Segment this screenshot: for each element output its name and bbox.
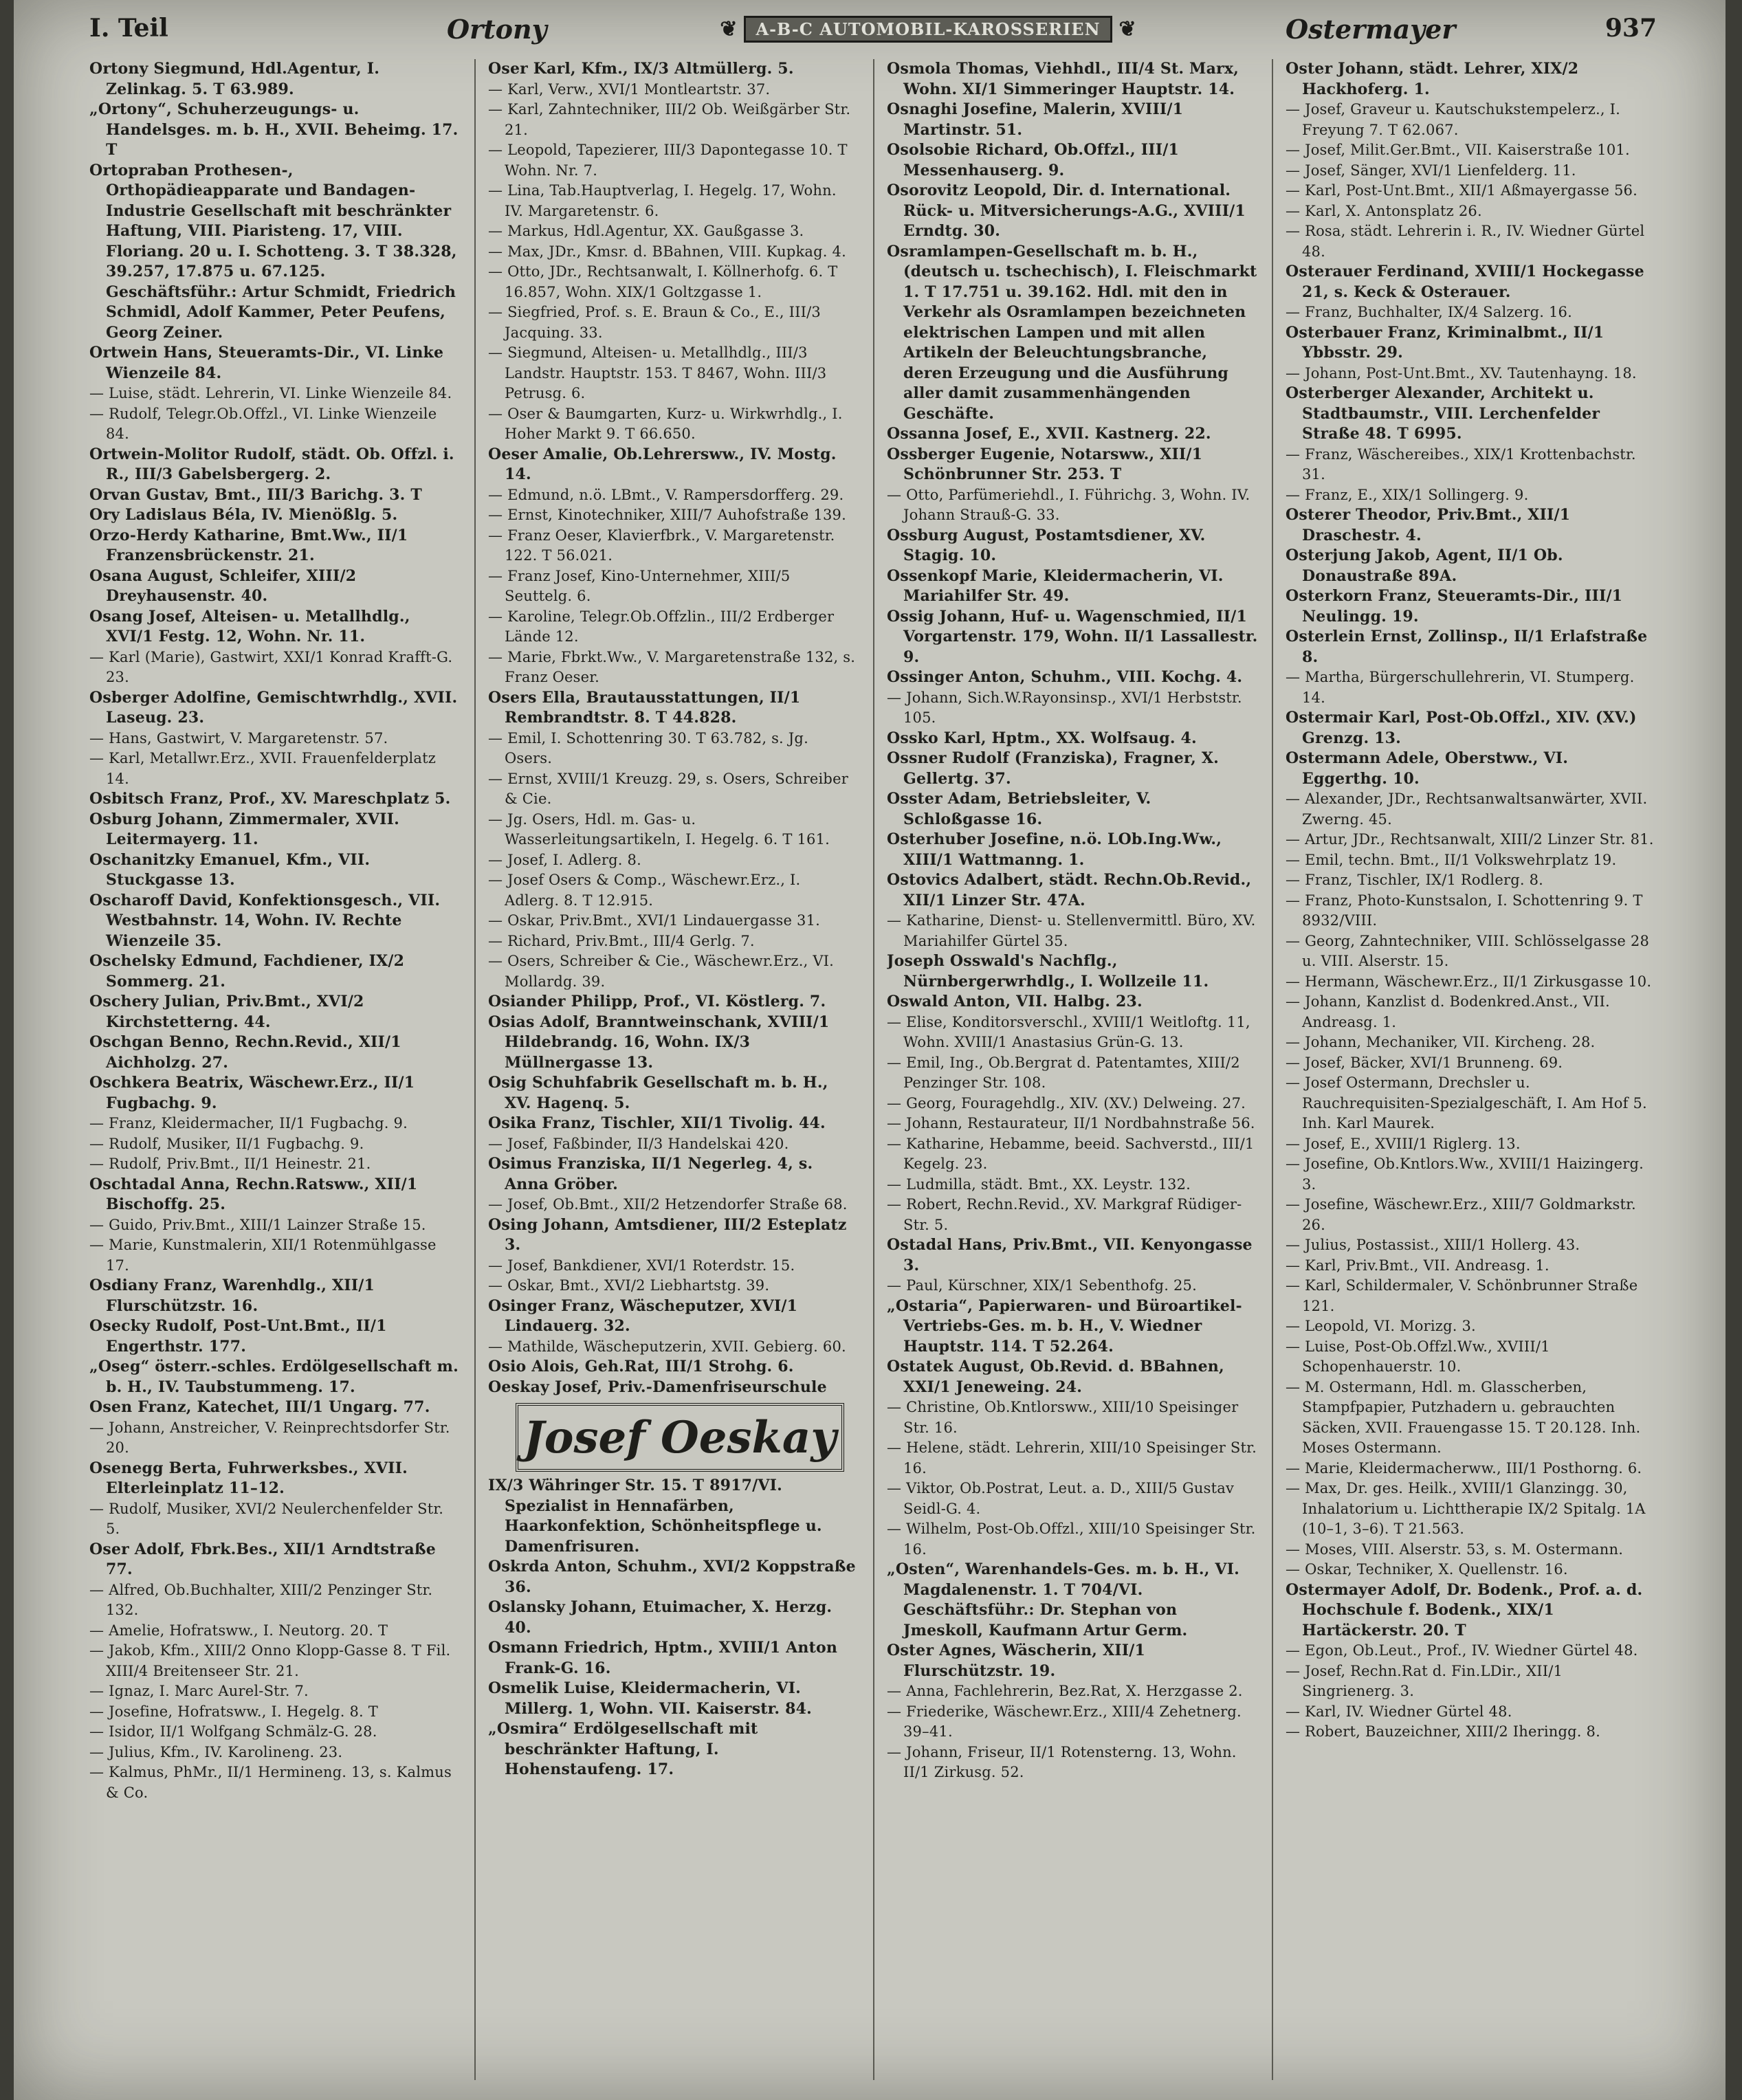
- directory-entry: Osterauer Ferdinand, XVIII/1 Hockegasse 21, s. Keck & Osterauer.: [1286, 263, 1644, 301]
- directory-entry: Oschanitzky Emanuel, Kfm., VII. Stuckgasse 13.: [89, 850, 371, 889]
- directory-entry: — Paul, Kürschner, XIX/1 Sebenthofg. 25.: [887, 1277, 1197, 1294]
- directory-entry: Ossenkopf Marie, Kleidermacherin, VI. Mariahilfer Str. 49.: [887, 566, 1224, 605]
- directory-entry: Osika Franz, Tischler, XII/1 Tivolig. 44.: [488, 1114, 826, 1132]
- directory-entry: — Moses, VIII. Alserstr. 53, s. M. Ostermann.: [1286, 1540, 1624, 1558]
- directory-entry: — Johann, Sich.W.Rayonsinsp., XVI/1 Herbststr. 105.: [887, 689, 1242, 726]
- directory-entry: — Alfred, Ob.Buchhalter, XIII/2 Penzinger Str. 132.: [89, 1581, 433, 1618]
- directory-entry: — Lina, Tab.Hauptverlag, I. Hegelg. 17, Wohn. IV. Margaretenstr. 6.: [488, 182, 837, 219]
- directory-entry: Joseph Osswald's Nachflg., Nürnbergerwrhdlg., I. Wollzeile 11.: [887, 952, 1209, 991]
- directory-entry: — Elise, Konditorsverschl., XVIII/1 Weitloftg. 11, Wohn. XVIII/1 Anastasius Grün-G. 13.: [887, 1013, 1250, 1050]
- directory-entry: „Ortony“, Schuherzeugungs- u. Handelsges. m. b. H., XVII. Beheimg. 17. T: [89, 100, 459, 159]
- directory-entry: — Robert, Bauzeichner, XIII/2 Iheringg. 8.: [1286, 1723, 1600, 1740]
- directory-entry: — Katharine, Hebamme, beeid. Sachverstd., III/1 Kegelg. 23.: [887, 1135, 1255, 1172]
- directory-entry: Osmelik Luise, Kleidermacherin, VI. Millerg. 1, Wohn. VII. Kaiserstr. 84.: [488, 1679, 813, 1718]
- directory-entry: Osterlein Ernst, Zollinsp., II/1 Erlafstraße 8.: [1286, 628, 1648, 666]
- directory-entry: Ossberger Eugenie, Notarsww., XII/1 Schönbrunner Str. 253. T: [887, 445, 1203, 483]
- page-number: 937: [1605, 14, 1657, 43]
- directory-entry: — Ignaz, I. Marc Aurel-Str. 7.: [89, 1683, 309, 1699]
- directory-entry: — Julius, Postassist., XIII/1 Hollerg. 43.: [1286, 1237, 1580, 1253]
- directory-entry: Ortwein Hans, Steueramts-Dir., VI. Linke Wienzeile 84.: [89, 344, 444, 382]
- directory-entry: Ostovics Adalbert, städt. Rechn.Ob.Revid., XII/1 Linzer Str. 47A.: [887, 871, 1252, 909]
- directory-entry: — Wilhelm, Post-Ob.Offzl., XIII/10 Speisinger Str. 16.: [887, 1521, 1256, 1558]
- directory-entry: Osmola Thomas, Viehhdl., III/4 St. Marx, Wohn. XI/1 Simmeringer Hauptstr. 14.: [887, 60, 1239, 98]
- column-1: [89, 59, 461, 2080]
- directory-entry: Osterbauer Franz, Kriminalbmt., II/1 Ybbsstr. 29.: [1286, 323, 1605, 362]
- directory-entry: — Josef, Ob.Bmt., XII/2 Hetzendorfer Straße 68.: [488, 1196, 848, 1213]
- directory-entry: — Oser & Baumgarten, Kurz- u. Wirkwrhdlg., I. Hoher Markt 9. T 66.650.: [488, 405, 843, 442]
- directory-entry: Osang Josef, Alteisen- u. Metallhdlg., XVI/1 Festg. 12, Wohn. Nr. 11.: [89, 607, 410, 645]
- directory-entry: — Johann, Restaurateur, II/1 Nordbahnstraße 56.: [887, 1115, 1255, 1131]
- directory-entry: — Karl, Zahntechniker, III/2 Ob. Weißgärber Str. 21.: [488, 101, 851, 138]
- directory-entry: Osias Adolf, Branntweinschank, XVIII/1 Hildebrandg. 16, Wohn. IX/3 Müllnergasse 13.: [488, 1013, 830, 1072]
- directory-entry: — Anna, Fachlehrerin, Bez.Rat, X. Herzgasse 2.: [887, 1683, 1243, 1699]
- directory-entry: Oskrda Anton, Schuhm., XVI/2 Koppstraße 36.: [488, 1558, 856, 1596]
- directory-entry: — Marie, Kleidermacherww., III/1 Posthorng. 6.: [1286, 1459, 1642, 1477]
- directory-entry: — Josef, I. Adlerg. 8.: [488, 851, 641, 868]
- directory-entry: — Christine, Ob.Kntlorsww., XIII/10 Speisinger Str. 16.: [887, 1399, 1239, 1436]
- directory-entry: — Max, JDr., Kmsr. d. BBahnen, VIII. Kupkag. 4.: [488, 243, 846, 260]
- directory-entry: — Katharine, Dienst- u. Stellenvermittl. Büro, XV. Mariahilfer Gürtel 35.: [887, 912, 1256, 949]
- directory-entry: — Hermann, Wäschewr.Erz., II/1 Zirkusgasse 10.: [1286, 973, 1652, 990]
- directory-entry: Osinger Franz, Wäscheputzer, XVI/1 Lindauerg. 32.: [488, 1296, 798, 1335]
- part-label: I. Teil: [89, 14, 168, 43]
- directory-entry: — Josef, Faßbinder, II/3 Handelskai 420.: [488, 1135, 789, 1152]
- column-2: [488, 59, 859, 2080]
- directory-entry: — Mathilde, Wäscheputzerin, XVII. Gebierg. 60.: [488, 1338, 846, 1355]
- directory-entry: — Edmund, n.ö. LBmt., V. Rampersdorfferg. 29.: [488, 486, 844, 503]
- directory-entry: — Marie, Kunstmalerin, XII/1 Rotenmühlgasse 17.: [89, 1237, 437, 1274]
- directory-entry: Ostermair Karl, Post-Ob.Offzl., XIV. (XV.) Grenzg. 13.: [1286, 709, 1637, 747]
- directory-entry: Osnaghi Josefine, Malerin, XVIII/1 Martinstr. 51.: [887, 100, 1184, 139]
- directory-entry: Osenegg Berta, Fuhrwerksbes., XVII. Elterleinplatz 11–12.: [89, 1459, 408, 1497]
- directory-entry: — Artur, JDr., Rechtsanwalt, XIII/2 Linzer Str. 81.: [1286, 831, 1654, 848]
- directory-entry: — Luise, Post-Ob.Offzl.Ww., XVIII/1 Schopenhauerstr. 10.: [1286, 1338, 1550, 1375]
- directory-entry: — M. Ostermann, Hdl. m. Glasscherben, Stampfpapier, Putzhadern u. gebrauchten Säcken, XVII. Frauengasse 15. T 20.128. Inh. Moses Ostermann.: [1286, 1378, 1641, 1456]
- directory-entry: — Johann, Friseur, II/1 Rotensterng. 13, Wohn. II/1 Zirkusg. 52.: [887, 1743, 1237, 1780]
- column-4: [1286, 59, 1657, 2080]
- directory-entry: Oster Agnes, Wäscherin, XII/1 Flurschützstr. 19.: [887, 1642, 1145, 1680]
- header-ad-banner: [681, 15, 1176, 43]
- directory-entry: — Josef, Graveur u. Kautschukstempelerz., I. Freyung 7. T 62.067.: [1286, 101, 1621, 138]
- directory-entry: Oster Johann, städt. Lehrer, XIX/2 Hackhoferg. 1.: [1286, 60, 1579, 98]
- directory-entry: Oschelsky Edmund, Fachdiener, IX/2 Sommerg. 21.: [89, 952, 405, 991]
- directory-entry: Oschkera Beatrix, Wäschewr.Erz., II/1 Fugbachg. 9.: [89, 1074, 415, 1112]
- directory-entry: — Josef Ostermann, Drechsler u. Rauchrequisiten-Spezialgeschäft, I. Am Hof 5. Inh. Karl Maurek.: [1286, 1074, 1647, 1131]
- page-header: [89, 10, 1657, 48]
- directory-entry: Ostadal Hans, Priv.Bmt., VII. Kenyongasse 3.: [887, 1236, 1253, 1274]
- directory-entry: — Karoline, Telegr.Ob.Offzlin., III/2 Erdberger Lände 12.: [488, 608, 835, 645]
- directory-entry: Osiander Philipp, Prof., VI. Köstlerg. 7.: [488, 993, 826, 1010]
- directory-entry: — Leopold, VI. Morizg. 3.: [1286, 1318, 1476, 1334]
- directory-entry: Oscharoff David, Konfektionsgesch., VII. Westbahnstr. 14, Wohn. IV. Rechte Wienzeile 35.: [89, 891, 441, 950]
- directory-entry: — Josefine, Wäschewr.Erz., XIII/7 Goldmarkstr. 26.: [1286, 1196, 1636, 1233]
- directory-entry: — Josef, Bankdiener, XVI/1 Roterdstr. 15.: [488, 1257, 795, 1274]
- directory-entry: — Rudolf, Telegr.Ob.Offzl., VI. Linke Wienzeile 84.: [89, 405, 437, 442]
- directory-entry: — Josef, E., XVIII/1 Riglerg. 13.: [1286, 1135, 1521, 1152]
- directory-entry: — Otto, JDr., Rechtsanwalt, I. Köllnerhofg. 6. T 16.857, Wohn. XIX/1 Goltzgasse 1.: [488, 263, 838, 300]
- directory-entry: Osterhuber Josefine, n.ö. LOb.Ing.Ww., XIII/1 Wattmanng. 1.: [887, 830, 1222, 869]
- directory-entry: — Siegfried, Prof. s. E. Braun & Co., E., III/3 Jacquing. 33.: [488, 304, 821, 341]
- directory-entry: Ossko Karl, Hptm., XX. Wolfsaug. 4.: [887, 729, 1197, 747]
- directory-entry: Oser Adolf, Fbrk.Bes., XII/1 Arndtstraße 77.: [89, 1540, 436, 1578]
- directory-entry: Oeskay Josef, Priv.-Damenfriseurschule: [488, 1378, 827, 1396]
- directory-entry: Osburg Johann, Zimmermaler, XVII. Leitermayerg. 11.: [89, 810, 399, 848]
- directory-entry: — Johann, Kanzlist d. Bodenkred.Anst., VII. Andreasg. 1.: [1286, 993, 1610, 1030]
- directory-entry: — Franz Josef, Kino-Unternehmer, XIII/5 Seuttelg. 6.: [488, 567, 791, 604]
- directory-entry: „Ostaria“, Papierwaren- und Büroartikel-Vertriebs-Ges. m. b. H., V. Wiedner Hauptstr. 114. T 52.264.: [887, 1296, 1242, 1356]
- directory-entry: — Karl, IV. Wiedner Gürtel 48.: [1286, 1703, 1512, 1720]
- directory-entry: Ossanna Josef, E., XVII. Kastnerg. 22.: [887, 425, 1211, 443]
- column-divider: [873, 59, 874, 2080]
- directory-entry: — Josef, Bäcker, XVI/1 Brunneng. 69.: [1286, 1054, 1563, 1071]
- directory-entry: Osorovitz Leopold, Dir. d. International. Rück- u. Mitversicherungs-A.G., XVIII/1 Erndtg. 30.: [887, 181, 1246, 240]
- directory-entry: — Karl, X. Antonsplatz 26.: [1286, 202, 1482, 219]
- directory-entry: Osterjung Jakob, Agent, II/1 Ob. Donaustraße 89A.: [1286, 546, 1563, 585]
- directory-entry: — Kalmus, PhMr., II/1 Hermineng. 13, s. Kalmus & Co.: [89, 1764, 452, 1801]
- directory-entry: — Josefine, Ob.Kntlors.Ww., XVIII/1 Haizingerg. 3.: [1286, 1156, 1644, 1193]
- wing-right-icon: ❦: [1118, 16, 1136, 41]
- directory-entry: — Johann, Post-Unt.Bmt., XV. Tautenhayng. 18.: [1286, 364, 1637, 382]
- directory-entry: — Johann, Anstreicher, V. Reinprechtsdorfer Str. 20.: [89, 1419, 450, 1456]
- directory-columns: [89, 59, 1657, 2080]
- directory-entry: — Rudolf, Musiker, II/1 Fugbachg. 9.: [89, 1135, 364, 1152]
- directory-entry: — Rudolf, Musiker, XVI/2 Neulerchenfelder Str. 5.: [89, 1500, 444, 1537]
- directory-entry: — Johann, Mechaniker, VII. Kircheng. 28.: [1286, 1034, 1596, 1050]
- directory-entry: — Guido, Priv.Bmt., XIII/1 Lainzer Straße 15.: [89, 1216, 426, 1233]
- column-divider: [474, 59, 476, 2080]
- directory-entry: Osen Franz, Katechet, III/1 Ungarg. 77.: [89, 1398, 430, 1416]
- directory-entry: Osio Alois, Geh.Rat, III/1 Strohg. 6.: [488, 1358, 794, 1375]
- directory-entry: — Alexander, JDr., Rechtsanwaltsanwärter, XVII. Zwerng. 45.: [1286, 791, 1648, 828]
- directory-entry: Ostatek August, Ob.Revid. d. BBahnen, XXI/1 Jeneweing. 24.: [887, 1358, 1224, 1396]
- directory-entry: Osterkorn Franz, Steueramts-Dir., III/1 Neulingg. 19.: [1286, 587, 1623, 626]
- left-keyword: Ortony: [447, 14, 547, 45]
- directory-entry: Orvan Gustav, Bmt., III/3 Barichg. 3. T: [89, 485, 422, 504]
- directory-entry: — Leopold, Tapezierer, III/3 Dapontegasse 10. T Wohn. Nr. 7.: [488, 142, 848, 179]
- directory-entry: — Karl, Post-Unt.Bmt., XII/1 Aßmayergasse 56.: [1286, 182, 1638, 199]
- directory-entry: — Georg, Fouragehdlg., XIV. (XV.) Delweing. 27.: [887, 1094, 1246, 1112]
- directory-entry: — Marie, Fbrkt.Ww., V. Margaretenstraße 132, s. Franz Oeser.: [488, 648, 856, 685]
- directory-entry: Osimus Franziska, II/1 Negerleg. 4, s. Anna Gröber.: [488, 1155, 813, 1193]
- directory-entry: — Karl (Marie), Gastwirt, XXI/1 Konrad Krafft-G. 23.: [89, 648, 453, 685]
- directory-entry: Osdiany Franz, Warenhdlg., XII/1 Flurschützstr. 16.: [89, 1276, 375, 1315]
- directory-entry: Oswald Anton, VII. Halbg. 23.: [887, 993, 1143, 1010]
- directory-entry: — Oskar, Priv.Bmt., XVI/1 Lindauergasse 31.: [488, 912, 821, 929]
- directory-page: [14, 0, 1726, 2100]
- directory-entry: Osberger Adolfine, Gemischtwrhdlg., XVII. Laseug. 23.: [89, 688, 458, 727]
- directory-entry: Ossinger Anton, Schuhm., VIII. Kochg. 4.: [887, 668, 1243, 686]
- directory-entry: — Josef, Milit.Ger.Bmt., VII. Kaiserstraße 101.: [1286, 142, 1630, 158]
- directory-entry: — Hans, Gastwirt, V. Margaretenstr. 57.: [89, 729, 388, 747]
- directory-entry: — Franz Oeser, Klavierfbrk., V. Margaretenstr. 122. T 56.021.: [488, 527, 835, 564]
- directory-entry: Osster Adam, Betriebsleiter, V. Schloßgasse 16.: [887, 790, 1151, 828]
- directory-entry: — Franz, Tischler, IX/1 Rodlerg. 8.: [1286, 872, 1544, 888]
- directory-entry: „Osten“, Warenhandels-Ges. m. b. H., VI. Magdalenenstr. 1. T 704/VI. Geschäftsführ.: Dr. Stephan von Jmeskoll, Kaufmann Artur Germ.: [887, 1560, 1240, 1639]
- advertisement-box: Josef Oeskay: [516, 1403, 844, 1472]
- directory-entry: Oser Karl, Kfm., IX/3 Altmüllerg. 5.: [488, 60, 794, 78]
- directory-entry: Ossner Rudolf (Franziska), Fragner, X. Gellertg. 37.: [887, 749, 1220, 788]
- directory-entry: — Max, Dr. ges. Heilk., XVIII/1 Glanzingg. 30, Inhalatorium u. Lichttherapie IX/2 Spitalg. 1A (10–1, 3–6). T 21.563.: [1286, 1480, 1646, 1537]
- directory-entry: — Jakob, Kfm., XIII/2 Onno Klopp-Gasse 8. T Fil. XIII/4 Breitenseer Str. 21.: [89, 1642, 451, 1679]
- directory-entry: — Amelie, Hofratsww., I. Neutorg. 20. T: [89, 1622, 388, 1639]
- directory-entry: — Otto, Parfümeriehdl., I. Führichg. 3, Wohn. IV. Johann Strauß-G. 33.: [887, 486, 1250, 523]
- wing-left-icon: ❦: [720, 16, 738, 41]
- directory-entry: — Helene, städt. Lehrerin, XIII/10 Speisinger Str. 16.: [887, 1439, 1257, 1477]
- directory-entry: „Oseg“ österr.-schles. Erdölgesellschaft m. b. H., IV. Taubstummeng. 17.: [89, 1358, 459, 1396]
- directory-entry: Oeser Amalie, Ob.Lehrersww., IV. Mostg. 14.: [488, 445, 837, 483]
- directory-entry: — Emil, techn. Bmt., II/1 Volkswehrplatz 19.: [1286, 851, 1617, 868]
- directory-entry: — Josef Osers & Comp., Wäschewr.Erz., I. Adlerg. 8. T 12.915.: [488, 872, 801, 909]
- directory-entry: — Rosa, städt. Lehrerin i. R., IV. Wiedner Gürtel 48.: [1286, 223, 1645, 260]
- directory-entry: Ortony Siegmund, Hdl.Agentur, I. Zelinkag. 5. T 63.989.: [89, 60, 380, 98]
- directory-entry: — Viktor, Ob.Postrat, Leut. a. D., XIII/5 Gustav Seidl-G. 4.: [887, 1480, 1235, 1517]
- directory-entry: — Franz, Photo-Kunstsalon, I. Schottenring 9. T 8932/VIII.: [1286, 892, 1643, 929]
- directory-entry: — Markus, Hdl.Agentur, XX. Gaußgasse 3.: [488, 223, 804, 239]
- directory-entry: — Karl, Verw., XVI/1 Montleartstr. 37.: [488, 80, 771, 98]
- directory-entry: — Ludmilla, städt. Bmt., XX. Leystr. 132.: [887, 1175, 1191, 1193]
- directory-entry: — Ernst, XVIII/1 Kreuzg. 29, s. Osers, Schreiber & Cie.: [488, 770, 848, 807]
- directory-entry: — Oskar, Bmt., XVI/2 Liebhartstg. 39.: [488, 1277, 770, 1294]
- directory-entry: — Jg. Osers, Hdl. m. Gas- u. Wasserleitungsartikeln, I. Hegelg. 6. T 161.: [488, 810, 830, 848]
- directory-entry: Osing Johann, Amtsdiener, III/2 Esteplatz 3.: [488, 1215, 847, 1254]
- directory-entry: — Egon, Ob.Leut., Prof., IV. Wiedner Gürtel 48.: [1286, 1642, 1638, 1659]
- directory-entry: — Oskar, Techniker, X. Quellenstr. 16.: [1286, 1561, 1568, 1578]
- directory-entry: Orzo-Herdy Katharine, Bmt.Ww., II/1 Franzensbrückenstr. 21.: [89, 526, 408, 564]
- column-divider: [1272, 59, 1273, 2080]
- directory-entry: Osramlampen-Gesellschaft m. b. H., (deutsch u. tschechisch), I. Fleischmarkt 1. T 17.751 u. 39.162. Hdl. mit den in Verkehr als Osramlampen bezeichneten elektrischen Lampen und mit allen Artikeln der Beleuchtungsbranche, deren Erzeugung und die Ausführung aller damit zusammenhängenden Geschäfte.: [887, 242, 1257, 423]
- directory-entry: Osbitsch Franz, Prof., XV. Mareschplatz 5.: [89, 790, 451, 808]
- directory-entry: Ortwein-Molitor Rudolf, städt. Ob. Offzl. i. R., III/3 Gabelsbergerg. 2.: [89, 445, 454, 483]
- column-3: [887, 59, 1258, 2080]
- directory-entry: Osecky Rudolf, Post-Unt.Bmt., II/1 Engerthstr. 177.: [89, 1317, 387, 1356]
- directory-entry: Ossburg August, Postamtsdiener, XV. Stagig. 10.: [887, 526, 1206, 564]
- directory-entry: — Friederike, Wäschewr.Erz., XIII/4 Zehetnerg. 39–41.: [887, 1703, 1242, 1740]
- directory-entry: — Ernst, Kinotechniker, XIII/7 Auhofstraße 139.: [488, 507, 846, 523]
- directory-entry: Oschgan Benno, Rechn.Revid., XII/1 Aichholzg. 27.: [89, 1033, 401, 1072]
- directory-entry: — Isidor, II/1 Wolfgang Schmälz-G. 28.: [89, 1723, 377, 1740]
- header-ad-text: A-B-C AUTOMOBIL-KAROSSERIEN: [744, 16, 1112, 43]
- directory-entry: — Julius, Kfm., IV. Karolineng. 23.: [89, 1743, 343, 1760]
- directory-entry: Osig Schuhfabrik Gesellschaft m. b. H., XV. Hagenq. 5.: [488, 1074, 828, 1112]
- directory-entry: Ostermayer Adolf, Dr. Bodenk., Prof. a. d. Hochschule f. Bodenk., XIX/1 Hartäckerstr. 20. T: [1286, 1580, 1643, 1639]
- directory-entry: Oschery Julian, Priv.Bmt., XVI/2 Kirchstetterng. 44.: [89, 993, 364, 1031]
- directory-entry: — Siegmund, Alteisen- u. Metallhdlg., III/3 Landstr. Hauptstr. 153. T 8467, Wohn. III/3 Petrusg. 6.: [488, 344, 827, 401]
- directory-entry: — Karl, Priv.Bmt., VII. Andreasg. 1.: [1286, 1257, 1550, 1274]
- directory-entry: — Luise, städt. Lehrerin, VI. Linke Wienzeile 84.: [89, 385, 452, 401]
- directory-entry: — Emil, Ing., Ob.Bergrat d. Patentamtes, XIII/2 Penzinger Str. 108.: [887, 1054, 1240, 1091]
- directory-entry: Osterer Theodor, Priv.Bmt., XII/1 Draschestr. 4.: [1286, 506, 1571, 544]
- directory-entry: Oslansky Johann, Etuimacher, X. Herzg. 40.: [488, 1598, 833, 1637]
- directory-entry: — Karl, Metallwr.Erz., XVII. Frauenfelderplatz 14.: [89, 750, 437, 787]
- right-keyword: Ostermayer: [1286, 14, 1456, 45]
- directory-entry: Osmann Friedrich, Hptm., XVIII/1 Anton Frank-G. 16.: [488, 1639, 838, 1677]
- directory-entry: — Richard, Priv.Bmt., III/4 Gerlg. 7.: [488, 932, 755, 949]
- directory-entry: — Josefine, Hofratsww., I. Hegelg. 8. T: [89, 1703, 379, 1720]
- directory-entry: Ory Ladislaus Béla, IV. Mienößlg. 5.: [89, 506, 398, 524]
- directory-entry: Osers Ella, Brautausstattungen, II/1 Rembrandtstr. 8. T 44.828.: [488, 688, 801, 727]
- directory-entry: Ostermann Adele, Oberstww., VI. Eggerthg. 10.: [1286, 749, 1569, 788]
- directory-entry: — Franz, Buchhalter, IX/4 Salzerg. 16.: [1286, 304, 1572, 320]
- directory-entry: — Karl, Schildermaler, V. Schönbrunner Straße 121.: [1286, 1277, 1638, 1314]
- directory-entry: — Rudolf, Priv.Bmt., II/1 Heinestr. 21.: [89, 1156, 371, 1172]
- directory-entry: Osana August, Schleifer, XIII/2 Dreyhausenstr. 40.: [89, 566, 357, 605]
- directory-entry: Ossig Johann, Huf- u. Wagenschmied, II/1 Vorgartenstr. 179, Wohn. II/1 Lassallestr. 9.: [887, 607, 1258, 666]
- directory-entry: — Franz, Kleidermacher, II/1 Fugbachg. 9.: [89, 1115, 408, 1131]
- directory-entry: IX/3 Währinger Str. 15. T 8917/VI. Spezialist in Hennafärben, Haarkonfektion, Schönheitspflege u. Damenfrisuren.: [488, 1477, 822, 1556]
- directory-entry: Ortopraban Prothesen-, Orthopädieapparate und Bandagen-Industrie Gesellschaft mit beschränkter Haftung, VIII. Piaristeng. 17, VIII. Floriang. 20 u. I. Schotteng. 3. T 38.328, 39.257, 17.875 u. 67.125. Geschäftsführ.: Artur Schmidt, Friedrich Schmidl, Adolf Kammer, Peter Peufens, Georg Zeiner.: [89, 161, 457, 342]
- directory-entry: Osterberger Alexander, Architekt u. Stadtbaumstr., VIII. Lerchenfelder Straße 48. T 6995.: [1286, 384, 1600, 443]
- directory-entry: — Robert, Rechn.Revid., XV. Markgraf Rüdiger-Str. 5.: [887, 1196, 1242, 1233]
- directory-entry: — Josef, Sänger, XVI/1 Lienfelderg. 11.: [1286, 162, 1576, 179]
- directory-entry: Osolsobie Richard, Ob.Offzl., III/1 Messenhauserg. 9.: [887, 141, 1179, 179]
- directory-entry: — Franz, Wäschereibes., XIX/1 Krottenbachstr. 31.: [1286, 445, 1636, 483]
- directory-entry: — Franz, E., XIX/1 Sollingerg. 9.: [1286, 486, 1529, 503]
- directory-entry: — Emil, I. Schottenring 30. T 63.782, s. Jg. Osers.: [488, 729, 808, 766]
- directory-entry: — Georg, Zahntechniker, VIII. Schlösselgasse 28 u. VIII. Alserstr. 15.: [1286, 932, 1650, 969]
- directory-entry: „Osmira“ Erdölgesellschaft mit beschränkter Haftung, I. Hohenstaufeng. 17.: [488, 1720, 758, 1778]
- directory-entry: — Martha, Bürgerschullehrerin, VI. Stumperg. 14.: [1286, 669, 1635, 706]
- directory-entry: Oschtadal Anna, Rechn.Ratsww., XII/1 Bischoffg. 25.: [89, 1175, 418, 1213]
- directory-entry: — Osers, Schreiber & Cie., Wäschewr.Erz., VI. Mollardg. 39.: [488, 953, 835, 990]
- directory-entry: — Josef, Rechn.Rat d. Fin.LDir., XII/1 Singrienerg. 3.: [1286, 1662, 1563, 1699]
